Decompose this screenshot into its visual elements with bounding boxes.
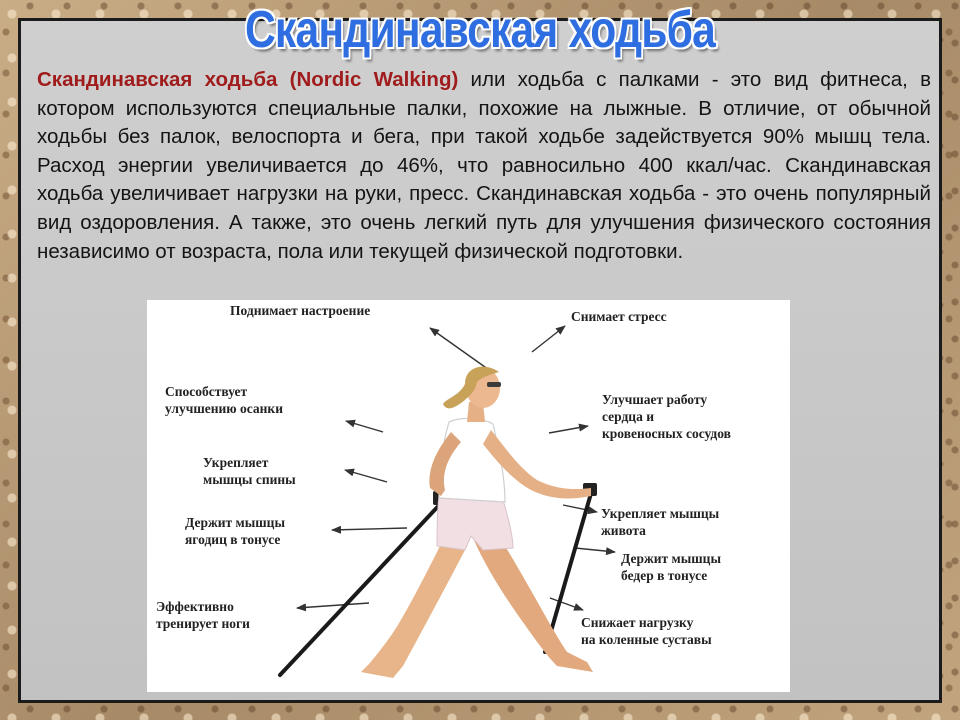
label-thighs: Держит мышцы бедер в тонусе — [621, 551, 721, 583]
arrow-abs — [563, 505, 597, 512]
label-knees: Снижает нагрузку на коленные суставы — [581, 615, 712, 647]
page-title: Скандинавская ходьба — [244, 1, 716, 59]
label-legs: Эффективно тренирует ноги — [156, 599, 250, 631]
arrow-knees — [550, 598, 583, 610]
label-glutes: Держит мышцы ягодиц в тонусе — [185, 515, 285, 547]
label-mood: Поднимает настроение — [230, 303, 371, 318]
arrow-mood — [430, 328, 492, 372]
intro-paragraph — [37, 66, 931, 266]
label-abs: Укрепляет мышцы живота — [601, 506, 720, 538]
walker-figure — [361, 367, 593, 678]
label-heart: Улучшает работу сердца и кровеносных сосудов — [602, 392, 731, 441]
label-posture: Способствует улучшению осанки — [165, 384, 283, 416]
label-back: Укрепляет мышцы спины — [203, 455, 296, 487]
benefits-diagram — [147, 300, 790, 692]
arrow-thighs — [575, 548, 615, 552]
label-stress: Снимает стресс — [571, 309, 667, 324]
arrow-heart — [549, 426, 588, 433]
arrow-posture — [346, 421, 383, 432]
arrow-glutes — [332, 528, 407, 530]
arrow-legs — [297, 603, 369, 608]
intro-text: или ходьба с палками - это вид фитнеса, в котором используются специальные палки, похожие на лыжные. В отличие, от обычной ходьбы без палок, велоспорта и бега, при такой ходьбе задействуется 90% мышц тела. Расход энергии увеличивается до 46%, что равносильно 400 ккал/час. Скандинавская ходьба увеличивает нагрузки на руки, пресс. Скандинавская ходьба - это очень популярный вид оздоровления. А также, это очень легкий путь для улучшения физического состояния независимо от возраста, пола или текущей физической подготовки. — [37, 68, 932, 263]
intro-lead: Скандинавская ходьба (Nordic Walking) — [37, 68, 459, 91]
arrow-stress — [532, 326, 565, 352]
arrow-back — [345, 470, 387, 482]
